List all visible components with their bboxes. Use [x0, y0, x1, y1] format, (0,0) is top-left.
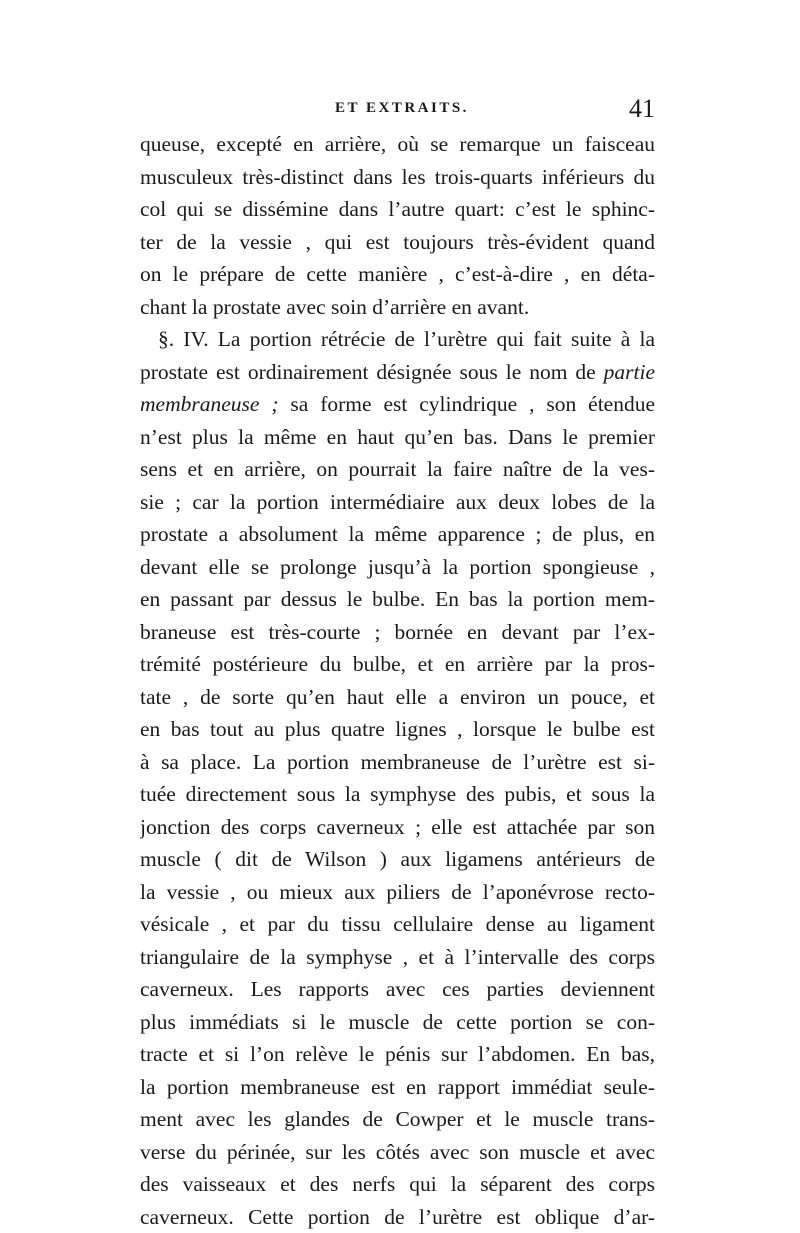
text-line: sens et en arrière, on pourrait la faire naître de la ves-: [140, 453, 655, 486]
text-line: prostate a absolument la même apparence ; de plus, en: [140, 518, 655, 551]
text-line: des vaisseaux et des nerfs qui la séparent des corps: [140, 1168, 655, 1201]
running-head: [140, 96, 655, 126]
text-line: tracte et si l’on relève le pénis sur l’abdomen. En bas,: [140, 1038, 655, 1071]
text-line: braneuse est très-courte ; bornée en devant par l’ex-: [140, 616, 655, 649]
text-line: ment avec les glandes de Cowper et le muscle trans-: [140, 1103, 655, 1136]
italic-term: membraneuse ;: [140, 392, 279, 416]
text-line: tate , de sorte qu’en haut elle a environ un pouce, et: [140, 681, 655, 714]
text-line: col qui se dissémine dans l’autre quart: c’est le sphinc-: [140, 193, 655, 226]
text-segment: prostate est ordinairement désignée sous le nom de: [140, 360, 604, 384]
page-number: 41: [629, 94, 655, 124]
text-line: sie ; car la portion intermédiaire aux deux lobes de la: [140, 486, 655, 519]
text-line: la portion membraneuse est en rapport immédiat seule-: [140, 1071, 655, 1104]
text-line: musculeux très-distinct dans les trois-quarts inférieurs du: [140, 161, 655, 194]
text-line: [140, 388, 655, 421]
text-line: à sa place. La portion membraneuse de l’urètre est si-: [140, 746, 655, 779]
text-line: caverneux. Les rapports avec ces parties deviennent: [140, 973, 655, 1006]
running-title: ET EXTRAITS.: [335, 100, 469, 117]
text-line: en passant par dessus le bulbe. En bas la portion mem-: [140, 583, 655, 616]
text-line: on le prépare de cette manière , c’est-à-dire , en déta-: [140, 258, 655, 291]
text-line: jonction des corps caverneux ; elle est attachée par son: [140, 811, 655, 844]
text-line: devant elle se prolonge jusqu’à la portion spongieuse ,: [140, 551, 655, 584]
text-line: muscle ( dit de Wilson ) aux ligamens antérieurs de: [140, 843, 655, 876]
text-line: tuée directement sous la symphyse des pubis, et sous la: [140, 778, 655, 811]
text-line: vésicale , et par du tissu cellulaire dense au ligament: [140, 908, 655, 941]
text-line: plus immédiats si le muscle de cette portion se con-: [140, 1006, 655, 1039]
text-line: ter de la vessie , qui est toujours très-évident quand: [140, 226, 655, 259]
text-segment: sa forme est cylindrique , son étendue: [279, 392, 656, 416]
text-line: [140, 356, 655, 389]
text-line: chant la prostate avec soin d’arrière en avant.: [140, 291, 655, 324]
body-text: [140, 128, 655, 1233]
text-line: trémité postérieure du bulbe, et en arrière par la pros-: [140, 648, 655, 681]
section-heading-line: §. IV. La portion rétrécie de l’urètre qui fait suite à la: [140, 323, 655, 356]
text-line: triangulaire de la symphyse , et à l’intervalle des corps: [140, 941, 655, 974]
text-line: n’est plus la même en haut qu’en bas. Dans le premier: [140, 421, 655, 454]
italic-term: partie: [604, 360, 655, 384]
text-line: la vessie , ou mieux aux piliers de l’aponévrose recto-: [140, 876, 655, 909]
text-line: en bas tout au plus quatre lignes , lorsque le bulbe est: [140, 713, 655, 746]
text-line: queuse, excepté en arrière, où se remarque un faisceau: [140, 128, 655, 161]
text-line: verse du périnée, sur les côtés avec son muscle et avec: [140, 1136, 655, 1169]
text-line: caverneux. Cette portion de l’urètre est oblique d’ar-: [140, 1201, 655, 1233]
